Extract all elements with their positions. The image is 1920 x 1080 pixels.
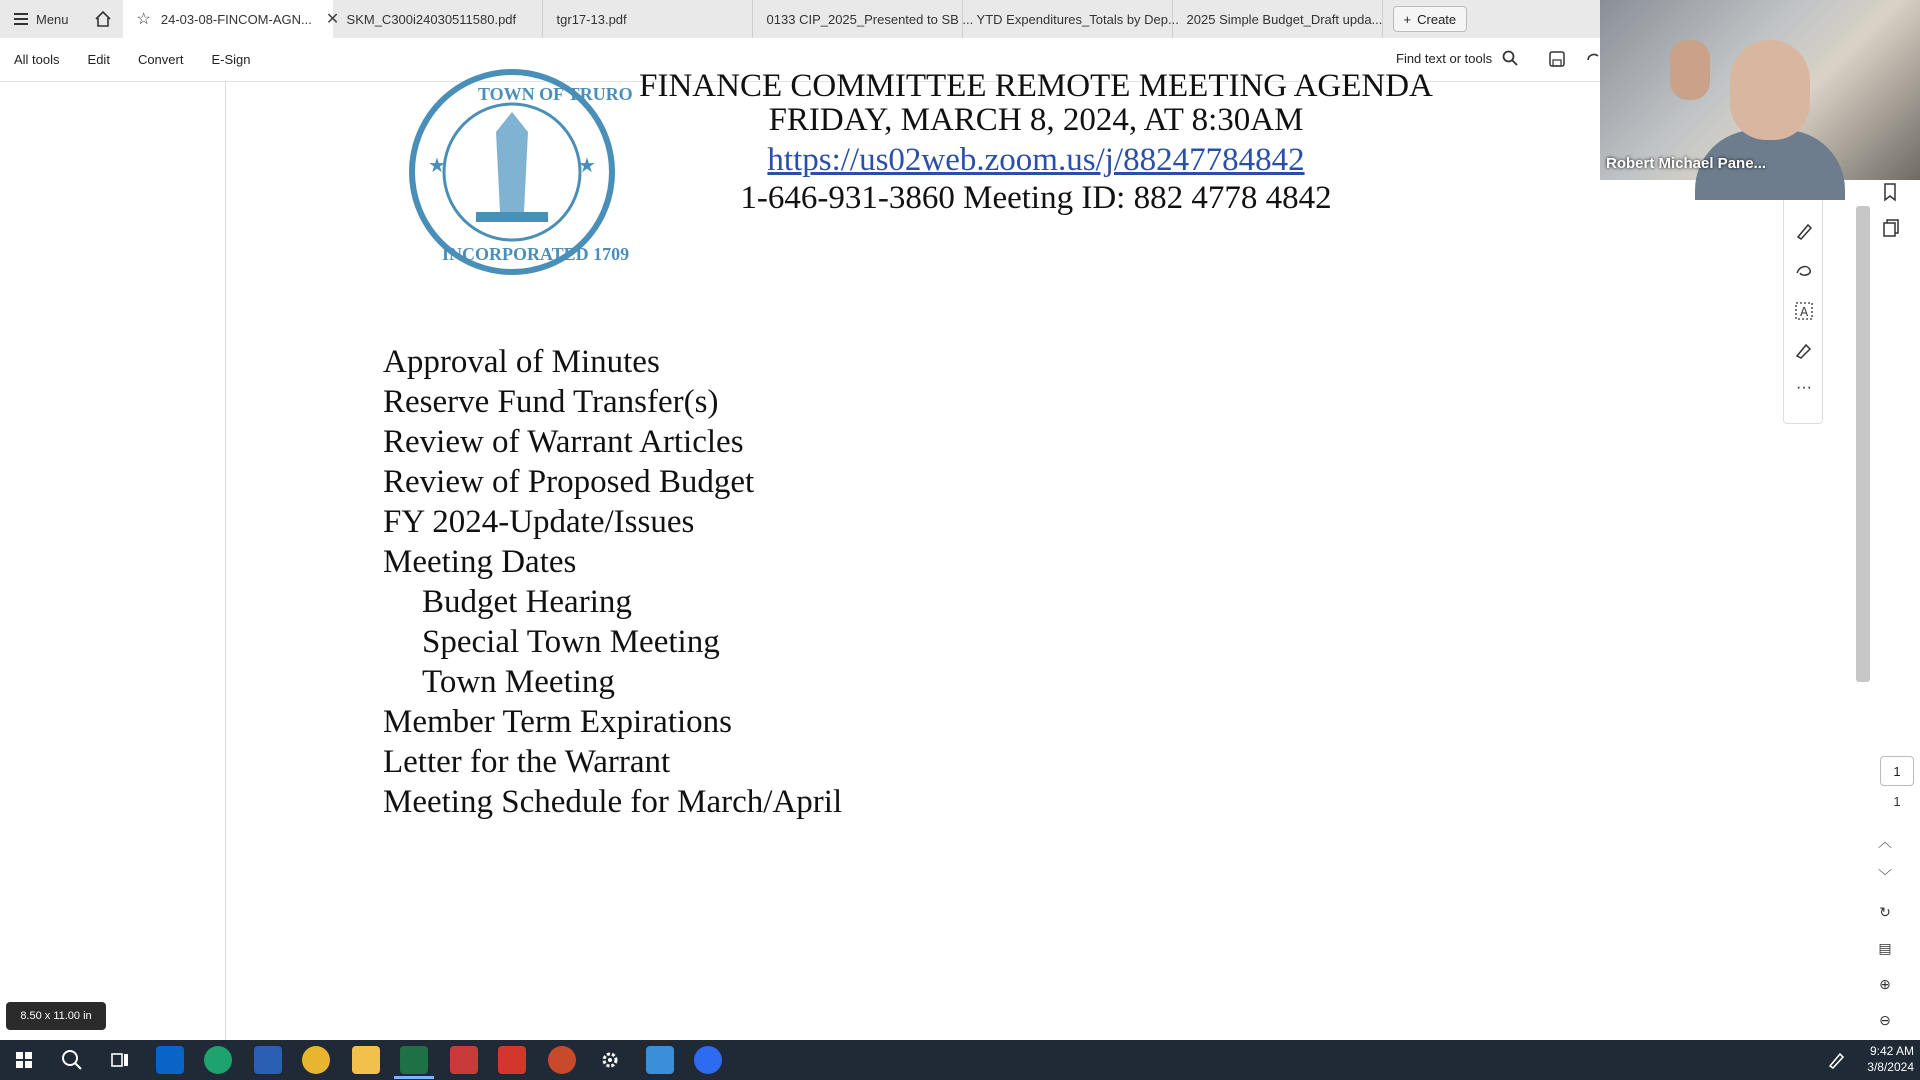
- search-icon: [1502, 50, 1518, 66]
- svg-text:★: ★: [428, 155, 446, 177]
- search-icon[interactable]: [58, 1046, 86, 1074]
- powerpoint-icon[interactable]: [548, 1046, 576, 1074]
- outlook-icon[interactable]: [156, 1046, 184, 1074]
- file-explorer-icon[interactable]: [352, 1046, 380, 1074]
- clock-date: 3/8/2024: [1867, 1060, 1914, 1074]
- tab-label: 0133 CIP_2025_Presented to SB ...: [766, 11, 974, 27]
- participant-name: Robert Michael Pane...: [1606, 155, 1767, 172]
- tab-document[interactable]: [1173, 0, 1383, 38]
- chevron-down-icon[interactable]: ﹀: [1878, 868, 1892, 884]
- agenda-title: FINANCE COMMITTEE REMOTE MEETING AGENDA: [639, 68, 1433, 104]
- meeting-date: FRIDAY, MARCH 8, 2024, AT 8:30AM: [768, 102, 1304, 138]
- list-item: Member Term Expirations: [383, 704, 732, 740]
- svg-text:★: ★: [578, 155, 596, 177]
- list-item: Special Town Meeting: [422, 624, 720, 660]
- menu-button[interactable]: [0, 0, 83, 38]
- chrome-icon[interactable]: [302, 1046, 330, 1074]
- highlight-pen-icon[interactable]: [1794, 221, 1814, 241]
- pen-input-icon[interactable]: [1822, 1046, 1850, 1074]
- current-page-input[interactable]: 1: [1880, 756, 1914, 786]
- vertical-scrollbar[interactable]: [1856, 206, 1870, 682]
- fill-sign-icon[interactable]: [1794, 341, 1814, 361]
- windows-start-icon[interactable]: [10, 1046, 38, 1074]
- save-icon[interactable]: [1548, 50, 1566, 68]
- taskbar: [0, 1040, 1920, 1080]
- zoom-link[interactable]: https://us02web.zoom.us/j/88247784842: [767, 142, 1305, 178]
- all-tools-menu[interactable]: All tools: [14, 52, 60, 67]
- edit-menu[interactable]: Edit: [87, 52, 110, 67]
- tab-label: 2025 Simple Budget_Draft upda...: [1186, 11, 1383, 27]
- share-icon[interactable]: [1586, 50, 1600, 68]
- zoom-in-icon[interactable]: ⊕: [1879, 975, 1891, 992]
- acrobat-reader-icon[interactable]: [498, 1046, 526, 1074]
- list-item: Review of Proposed Budget: [383, 464, 755, 500]
- list-item: Meeting Dates: [383, 544, 577, 580]
- create-label: Create: [1417, 11, 1457, 27]
- svg-text:A: A: [1800, 305, 1809, 319]
- task-view-icon[interactable]: [106, 1046, 134, 1074]
- create-button[interactable]: [1393, 6, 1468, 32]
- acrobat-pro-icon[interactable]: [450, 1046, 478, 1074]
- tab-document[interactable]: [333, 0, 543, 38]
- participant-head: [1730, 40, 1810, 140]
- seal-text-bottom: INCORPORATED 1709: [442, 244, 630, 264]
- settings-gear-icon[interactable]: [596, 1046, 624, 1074]
- tab-label: tgr17-13.pdf: [556, 11, 627, 27]
- phone-meeting-id: 1-646-931-3860 Meeting ID: 882 4778 4842: [740, 180, 1332, 216]
- page-properties-icon[interactable]: ▤: [1878, 939, 1892, 956]
- page-count: 1: [1893, 794, 1901, 809]
- chevron-up-icon[interactable]: ︿: [1878, 834, 1892, 850]
- active-app-indicator: [394, 1076, 434, 1079]
- paint-app-icon[interactable]: [646, 1046, 674, 1074]
- word-icon[interactable]: [254, 1046, 282, 1074]
- copy-pages-icon[interactable]: [1882, 218, 1900, 238]
- refresh-icon[interactable]: ↻: [1879, 903, 1891, 920]
- seal-text-top: TOWN OF TRURO: [478, 84, 633, 104]
- close-icon[interactable]: ✕: [325, 11, 340, 28]
- participant-hand: [1670, 40, 1710, 100]
- star-icon[interactable]: ☆: [136, 11, 151, 28]
- left-panel: [0, 82, 226, 1040]
- agenda-list: [383, 342, 842, 822]
- text-select-icon[interactable]: [1794, 301, 1814, 321]
- hamburger-icon: [14, 13, 28, 25]
- tab-document[interactable]: [963, 0, 1179, 38]
- list-item: Review of Warrant Articles: [383, 424, 744, 460]
- tab-document[interactable]: [753, 0, 974, 38]
- list-item: Budget Hearing: [422, 584, 632, 620]
- list-item: Reserve Fund Transfer(s): [383, 384, 719, 420]
- plus-icon: +: [1403, 11, 1412, 27]
- esign-menu[interactable]: E-Sign: [211, 52, 251, 67]
- excel-icon[interactable]: [400, 1046, 428, 1074]
- tab-label: SKM_C300i24030511580.pdf: [346, 11, 517, 27]
- zoom-out-icon[interactable]: ⊖: [1879, 1011, 1891, 1028]
- document-page[interactable]: [226, 68, 1628, 1040]
- tab-active-document[interactable]: [123, 0, 340, 38]
- system-clock[interactable]: [1858, 1043, 1914, 1075]
- draw-freehand-icon[interactable]: [1794, 261, 1814, 281]
- edge-icon[interactable]: [204, 1046, 232, 1074]
- clock-time: 9:42 AM: [1869, 1044, 1914, 1058]
- zoom-app-icon[interactable]: [694, 1046, 722, 1074]
- tab-label: YTD Expenditures_Totals by Dep...: [976, 11, 1179, 27]
- convert-menu[interactable]: Convert: [137, 52, 184, 67]
- bookmark-icon[interactable]: [1882, 182, 1900, 202]
- page-size-tooltip: 8.50 x 11.00 in: [6, 1002, 106, 1030]
- quick-tools-bar: [1783, 170, 1823, 424]
- more-tools-icon[interactable]: ···: [1796, 379, 1812, 396]
- find-text-tools[interactable]: [1396, 50, 1518, 66]
- find-label: Find text or tools: [1396, 50, 1493, 66]
- video-call-overlay[interactable]: [1600, 0, 1920, 180]
- list-item: Meeting Schedule for March/April: [383, 784, 843, 820]
- list-item: Town Meeting: [422, 664, 615, 700]
- home-button[interactable]: [83, 0, 123, 38]
- home-icon: [94, 10, 112, 28]
- tab-bar: [0, 0, 1600, 38]
- menu-label: Menu: [36, 11, 69, 27]
- tab-document[interactable]: [543, 0, 753, 38]
- right-tool-panel: [1628, 82, 1920, 1040]
- tab-label: 24-03-08-FINCOM-AGN...: [160, 11, 312, 27]
- list-item: Letter for the Warrant: [383, 744, 671, 780]
- list-item: Approval of Minutes: [383, 344, 660, 380]
- list-item: FY 2024-Update/Issues: [383, 504, 695, 540]
- town-seal-logo: [406, 72, 633, 272]
